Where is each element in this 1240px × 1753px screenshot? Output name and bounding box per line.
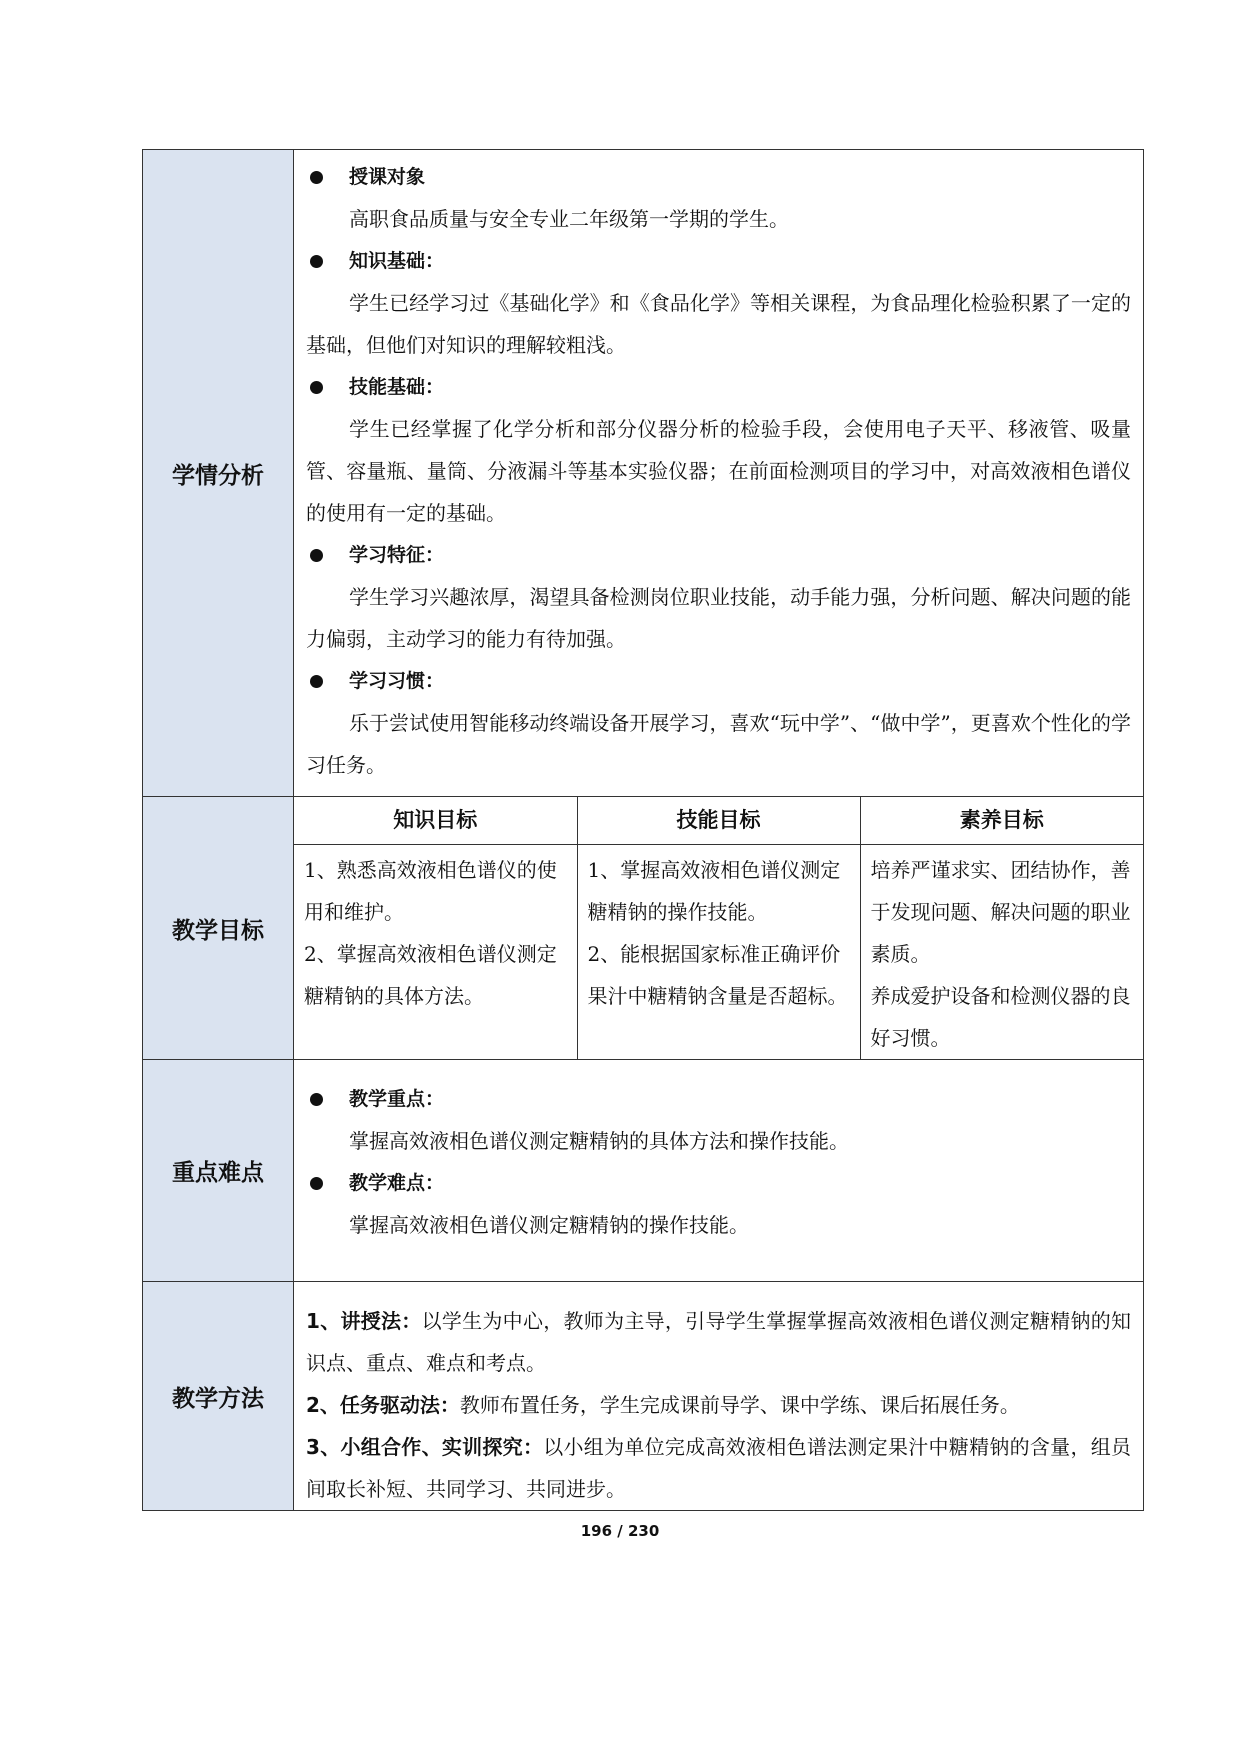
row-key-difficult-points [143, 1060, 1144, 1282]
literacy-objectives-cell [860, 845, 1143, 1060]
label-teaching-methods: 教学方法 [143, 1282, 294, 1511]
label-key-difficult-points: 重点难点 [143, 1060, 294, 1282]
methods-content [294, 1282, 1144, 1511]
header-knowledge: 知识目标 [294, 797, 577, 845]
lesson-plan-table [142, 149, 1144, 1511]
method-title: 3、小组合作、实训探究： [306, 1435, 544, 1459]
bullet-item [306, 1162, 1131, 1204]
bullet-dot-icon [310, 1093, 323, 1106]
method-text: 以学生为中心，教师为主导，引导学生掌握掌握高效液相色谱仪测定糖精钠的知识点、重点、难点和考点。 [306, 1309, 1131, 1375]
skill-objectives-cell [577, 845, 860, 1060]
bullet-item [306, 534, 1131, 576]
method-title: 2、任务驱动法： [306, 1393, 460, 1417]
bullet-item [306, 660, 1131, 702]
objective-text: 1、掌握高效液相色谱仪测定糖精钠的操作技能。 [587, 858, 841, 924]
bullet-heading: 学习特征： [349, 544, 445, 566]
method-text: 教师布置任务，学生完成课前导学、课中学练、课后拓展任务。 [459, 1393, 1020, 1417]
bullet-dot-icon [310, 1177, 323, 1190]
knowledge-objectives-cell [294, 845, 577, 1060]
bullet-dot-icon [310, 171, 323, 184]
method-item [306, 1384, 1131, 1426]
bullet-dot-icon [310, 675, 323, 688]
paragraph: 乐于尝试使用智能移动终端设备开展学习，喜欢“玩中学”、“做中学”，更喜欢个性化的学习任务。 [306, 711, 1131, 777]
paragraph: 高职食品质量与安全专业二年级第一学期的学生。 [349, 207, 789, 231]
bullet-heading: 技能基础： [349, 376, 445, 398]
bullet-heading: 授课对象 [349, 166, 426, 188]
objectives-content [294, 797, 1144, 1060]
paragraph: 掌握高效液相色谱仪测定糖精钠的具体方法和操作技能。 [349, 1129, 849, 1153]
objectives-body-row [294, 845, 1143, 1060]
paragraph: 学生已经掌握了化学分析和部分仪器分析的检验手段，会使用电子天平、移液管、吸量管、容量瓶、量筒、分液漏斗等基本实验仪器；在前面检测项目的学习中，对高效液相色谱仪的使用有一定的基础。 [306, 417, 1131, 525]
bullet-dot-icon [310, 549, 323, 562]
bullet-item [306, 240, 1131, 282]
header-skills: 技能目标 [577, 797, 860, 845]
method-text: 以小组为单位完成高效液相色谱法测定果汁中糖精钠的含量，组员间取长补短、共同学习、共同进步。 [306, 1435, 1132, 1501]
row-teaching-objectives [143, 797, 1144, 1060]
label-teaching-objectives: 教学目标 [143, 797, 294, 1060]
objective-text: 2、能根据国家标准正确评价果汁中糖精钠含量是否超标。 [587, 942, 848, 1008]
row-learner-analysis [143, 150, 1144, 797]
bullet-heading: 教学重点： [349, 1088, 445, 1110]
learner-analysis-content [294, 150, 1144, 797]
bullet-item [306, 366, 1131, 408]
objectives-header-row [294, 797, 1143, 845]
page-number: 196 / 230 [580, 1522, 660, 1540]
paragraph: 掌握高效液相色谱仪测定糖精钠的操作技能。 [349, 1213, 749, 1237]
bullet-heading: 学习习惯： [349, 670, 445, 692]
objectives-table [294, 797, 1143, 1059]
row-teaching-methods [143, 1282, 1144, 1511]
bullet-heading: 教学难点： [349, 1172, 445, 1194]
bullet-heading: 知识基础： [349, 250, 445, 272]
bullet-item [306, 156, 1131, 198]
method-item [306, 1300, 1131, 1384]
method-title: 1、讲授法： [306, 1309, 422, 1333]
paragraph: 学生学习兴趣浓厚，渴望具备检测岗位职业技能，动手能力强，分析问题、解决问题的能力偏弱，主动学习的能力有待加强。 [306, 585, 1131, 651]
objective-text: 2、掌握高效液相色谱仪测定糖精钠的具体方法。 [304, 942, 557, 1008]
bullet-item [306, 1078, 1131, 1120]
objective-text: 1、熟悉高效液相色谱仪的使用和维护。 [304, 858, 557, 924]
paragraph: 学生已经学习过《基础化学》和《食品化学》等相关课程，为食品理化检验积累了一定的基础，但他们对知识的理解较粗浅。 [306, 291, 1131, 357]
method-item [306, 1426, 1131, 1510]
bullet-dot-icon [310, 255, 323, 268]
objective-text: 培养严谨求实、团结协作，善于发现问题、解决问题的职业素质。 [870, 858, 1131, 966]
bullet-dot-icon [310, 381, 323, 394]
label-learner-analysis: 学情分析 [143, 150, 294, 797]
header-literacy: 素养目标 [860, 797, 1143, 845]
keypoints-content [294, 1060, 1144, 1282]
objective-text: 养成爱护设备和检测仪器的良好习惯。 [870, 984, 1131, 1050]
